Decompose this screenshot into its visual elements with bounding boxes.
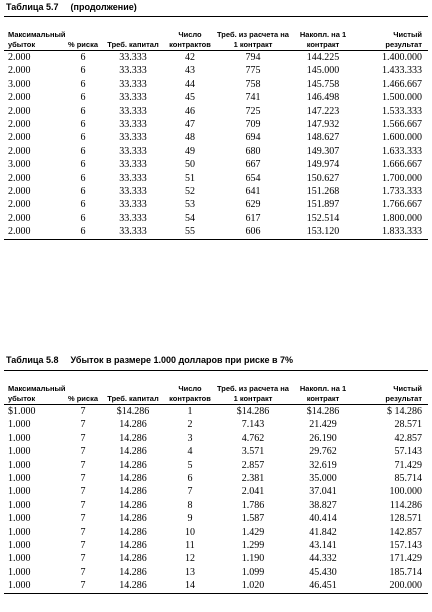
table-cell: 14.286 (119, 553, 147, 565)
table-cell: 6 (80, 212, 86, 224)
table2 (4, 370, 428, 594)
table-cell: 50 (185, 159, 195, 171)
table-cell: 6 (80, 145, 86, 157)
table2-header-cell: Накопл. на 1 контракт (299, 384, 347, 403)
table-row (4, 485, 428, 498)
table-cell: 7 (80, 446, 86, 458)
table-cell: 152.514 (306, 212, 340, 224)
table-cell: 694 (245, 132, 261, 144)
table-cell: 41.842 (309, 526, 337, 538)
table-cell: 33.333 (119, 226, 147, 238)
table-cell: 14.286 (119, 540, 147, 552)
table-cell: 42.857 (394, 432, 422, 444)
table2-header-cell: % риска (67, 394, 99, 403)
table-cell: 2 (187, 419, 193, 431)
table-cell: 6 (187, 473, 193, 485)
table-cell: 151.897 (306, 199, 340, 211)
table2-caption (6, 355, 293, 365)
table-cell: 14.286 (119, 580, 147, 592)
table-row (4, 158, 428, 171)
table-row (4, 64, 428, 77)
table-cell: 1.500.000 (382, 92, 422, 104)
table-cell: 741 (245, 92, 261, 104)
table-cell: 200.000 (389, 580, 422, 592)
table-cell: 43 (185, 65, 195, 77)
table-cell: 1.000 (8, 566, 31, 578)
table-row (4, 118, 428, 131)
table-cell: 3.571 (241, 446, 265, 458)
table-row (4, 512, 428, 525)
table-cell: 85.714 (394, 473, 422, 485)
table2-header-cell: Треб. из расчета на 1 контракт (217, 384, 289, 403)
table-cell: 6 (80, 119, 86, 131)
table-cell: 1.533.333 (382, 105, 422, 117)
table-cell: 7 (80, 419, 86, 431)
table1 (4, 16, 428, 240)
table-cell: 1.786 (241, 499, 265, 511)
table2-header-row (4, 371, 428, 405)
table-cell: 641 (245, 186, 261, 198)
table-cell: 2.000 (8, 92, 31, 104)
table-cell: 1.000 (8, 540, 31, 552)
table-cell: 1.000 (8, 419, 31, 431)
table-cell: 32.619 (309, 459, 337, 471)
table2-body (4, 405, 428, 594)
table-cell: 46 (185, 105, 195, 117)
table1-header-cell: Накопл. на 1 контракт (299, 30, 347, 49)
table-cell: 6 (80, 226, 86, 238)
table-cell: 2.000 (8, 199, 31, 211)
table-cell: 114.286 (389, 499, 422, 511)
table-row (4, 432, 428, 445)
table-cell: 48 (185, 132, 195, 144)
table-cell: 51 (185, 172, 195, 184)
table-cell: 8 (187, 499, 193, 511)
table-cell: 6 (80, 78, 86, 90)
table-cell: 1.466.667 (382, 78, 422, 90)
table2-header-cell: Максимальный убыток (8, 384, 66, 403)
table-cell: 14.286 (119, 419, 147, 431)
table-cell: 150.627 (306, 172, 340, 184)
table-cell: 680 (245, 145, 261, 157)
table-cell: 9 (187, 513, 193, 525)
table-cell: 153.120 (306, 226, 340, 238)
table-cell: $ 14.286 (387, 406, 422, 417)
table-cell: 794 (245, 52, 261, 63)
table-cell: 171.429 (389, 553, 422, 565)
table-cell: 2.000 (8, 52, 31, 63)
table1-header-row (4, 17, 428, 51)
table-cell: 149.307 (306, 145, 340, 157)
table-cell: 12 (185, 553, 195, 565)
table-row (4, 51, 428, 65)
table-cell: 667 (245, 159, 261, 171)
table-cell: 1.700.000 (382, 172, 422, 184)
table-row (4, 185, 428, 198)
table-cell: 654 (245, 172, 261, 184)
table-row (4, 212, 428, 225)
table-cell: 2.000 (8, 172, 31, 184)
table-cell: 2.000 (8, 226, 31, 238)
table-cell: 26.190 (309, 432, 337, 444)
table-cell: 33.333 (119, 199, 147, 211)
table-cell: 1.600.000 (382, 132, 422, 144)
table-cell: 758 (245, 78, 261, 90)
table-cell: 37.041 (309, 486, 337, 498)
table-cell: 45.430 (309, 566, 337, 578)
table-cell: 157.143 (389, 540, 422, 552)
table-cell: 14.286 (119, 566, 147, 578)
table-cell: 1.000 (8, 473, 31, 485)
table-cell: 1.566.667 (382, 119, 422, 131)
table-row (4, 472, 428, 485)
table-cell: 1.666.667 (382, 159, 422, 171)
table1-header-cell: Треб. из расчета на 1 контракт (217, 30, 289, 49)
table-cell: 14.286 (119, 432, 147, 444)
table-cell: 606 (245, 226, 261, 238)
table-row (4, 198, 428, 211)
table1-subcaption: (продолжение) (70, 2, 137, 12)
table-cell: 142.857 (389, 526, 422, 538)
table-cell: 725 (245, 105, 261, 117)
table-cell: 38.827 (309, 499, 337, 511)
table-cell: 14.286 (119, 513, 147, 525)
table-cell: 40.414 (309, 513, 337, 525)
table-cell: 6 (80, 105, 86, 117)
table-cell: 7 (80, 432, 86, 444)
table-cell: 149.974 (306, 159, 340, 171)
table-cell: 2.000 (8, 145, 31, 157)
table-cell: 6 (80, 52, 86, 63)
table-cell: 1.000 (8, 446, 31, 458)
table-cell: 33.333 (119, 92, 147, 104)
table-cell: 1.000 (8, 432, 31, 444)
table-cell: 1.190 (241, 553, 265, 565)
table-cell: 2.000 (8, 65, 31, 77)
table-cell: 7 (80, 513, 86, 525)
table-cell: 71.429 (394, 459, 422, 471)
table-cell: 1.000 (8, 513, 31, 525)
table-cell: 33.333 (119, 145, 147, 157)
table-cell: $14.286 (116, 406, 150, 417)
table-cell: 7 (80, 580, 86, 592)
table1-caption-number: Таблица 5.7 (6, 2, 59, 12)
table-row (4, 418, 428, 431)
table-row (4, 91, 428, 104)
table-cell: 6 (80, 132, 86, 144)
table-cell: 42 (185, 52, 195, 63)
table-cell: 2.000 (8, 212, 31, 224)
table-cell: 1.000 (8, 459, 31, 471)
table-cell: 7 (80, 406, 86, 417)
table-cell: 45 (185, 92, 195, 104)
table-row (4, 552, 428, 565)
table-cell: 1.099 (241, 566, 265, 578)
table-cell: 3.000 (8, 159, 31, 171)
table-cell: 185.714 (389, 566, 422, 578)
table-cell: 33.333 (119, 78, 147, 90)
table-row (4, 539, 428, 552)
table-cell: 55 (185, 226, 195, 238)
table-cell: 1.433.333 (382, 65, 422, 77)
table-row (4, 145, 428, 158)
table1-body (4, 51, 428, 240)
table-cell: 1.400.000 (382, 52, 422, 63)
table-cell: 1.299 (241, 540, 265, 552)
table-cell: 7 (187, 486, 193, 498)
table-cell: 2.000 (8, 119, 31, 131)
table-cell: 10 (185, 526, 195, 538)
table-cell: 7 (80, 553, 86, 565)
table-row (4, 459, 428, 472)
table-cell: 2.000 (8, 186, 31, 198)
table-row (4, 499, 428, 512)
table2-caption-number: Таблица 5.8 (6, 355, 59, 365)
table-cell: 1.587 (241, 513, 265, 525)
table-cell: 14.286 (119, 499, 147, 511)
table-cell: 7 (80, 566, 86, 578)
table-cell: 2.041 (241, 486, 265, 498)
table-cell: 148.627 (306, 132, 340, 144)
table-cell: 775 (245, 65, 261, 77)
table-cell: 2.000 (8, 132, 31, 144)
table-cell: 629 (245, 199, 261, 211)
table-cell: 1.000 (8, 580, 31, 592)
table-cell: 1.020 (241, 580, 265, 592)
table-cell: 151.268 (306, 186, 340, 198)
table-cell: 13 (185, 566, 195, 578)
table1-header-cell: % риска (67, 40, 99, 49)
table-cell: 1.429 (241, 526, 265, 538)
table-cell: 33.333 (119, 159, 147, 171)
table2-subcaption: Убыток в размере 1.000 долларов при риске в 7% (70, 355, 294, 365)
table-cell: 7 (80, 486, 86, 498)
table-cell: 47 (185, 119, 195, 131)
table-cell: 709 (245, 119, 261, 131)
table-cell: 5 (187, 459, 193, 471)
table2-header-cell: Чистый результат (385, 384, 422, 403)
table-cell: 145.758 (306, 78, 340, 90)
table-cell: 21.429 (309, 419, 337, 431)
table-cell: 33.333 (119, 105, 147, 117)
table-cell: 14.286 (119, 459, 147, 471)
table-cell: 6 (80, 159, 86, 171)
table-cell: 147.223 (306, 105, 340, 117)
table-cell: 6 (80, 186, 86, 198)
table-cell: 35.000 (309, 473, 337, 485)
table-cell: 7 (80, 540, 86, 552)
table-cell: 6 (80, 65, 86, 77)
table-row (4, 445, 428, 458)
table-cell: 14.286 (119, 446, 147, 458)
table-cell: 43.141 (309, 540, 337, 552)
table-cell: 44.332 (309, 553, 337, 565)
table-cell: 33.333 (119, 186, 147, 198)
table-cell: 52 (185, 186, 195, 198)
table-cell: 33.333 (119, 212, 147, 224)
table-cell: 1.000 (8, 486, 31, 498)
table-cell: 44 (185, 78, 195, 90)
table-cell: 146.498 (306, 92, 340, 104)
table1-header-cell: Максимальный убыток (8, 30, 66, 49)
table-cell: 3.000 (8, 78, 31, 90)
table-cell: 33.333 (119, 172, 147, 184)
table-cell: 14.286 (119, 486, 147, 498)
table-cell: 145.000 (306, 65, 340, 77)
table-cell: 6 (80, 172, 86, 184)
table-row (4, 526, 428, 539)
table-cell: 147.932 (306, 119, 340, 131)
table-row (4, 579, 428, 593)
table-cell: 7 (80, 526, 86, 538)
table-cell: 14.286 (119, 473, 147, 485)
table-cell: 2.000 (8, 105, 31, 117)
table-cell: 33.333 (119, 119, 147, 131)
table-cell: 6 (80, 199, 86, 211)
table-cell: 7.143 (241, 419, 265, 431)
table-cell: 57.143 (394, 446, 422, 458)
table-cell: 3 (187, 432, 193, 444)
table-cell: 7 (80, 499, 86, 511)
table-cell: 2.857 (241, 459, 265, 471)
table-cell: 2.381 (241, 473, 265, 485)
table-cell: 1.833.333 (382, 226, 422, 238)
table-cell: 128.571 (389, 513, 422, 525)
table-row (4, 105, 428, 118)
table-cell: 4 (187, 446, 193, 458)
table-row (4, 78, 428, 91)
table1-caption (6, 2, 137, 12)
table-cell: 46.451 (309, 580, 337, 592)
table-cell: 14.286 (119, 526, 147, 538)
table2-header-cell: Треб. капитал (107, 394, 159, 403)
table1-header-cell: Число контрактов (169, 30, 211, 49)
table-cell: 1.766.667 (382, 199, 422, 211)
table-cell: 7 (80, 473, 86, 485)
table-cell: 1.000 (8, 526, 31, 538)
table-cell: 33.333 (119, 52, 147, 63)
table-cell: $14.286 (306, 406, 340, 417)
table-cell: 14 (185, 580, 195, 592)
table-cell: 53 (185, 199, 195, 211)
table-cell: 617 (245, 212, 261, 224)
table-cell: $14.286 (236, 406, 270, 417)
table1-header-cell: Треб. капитал (107, 40, 159, 49)
table-cell: 1.000 (8, 499, 31, 511)
table-cell: 1 (187, 406, 193, 417)
table-cell: 1.800.000 (382, 212, 422, 224)
table-cell: 33.333 (119, 132, 147, 144)
table-row (4, 225, 428, 239)
table-cell: $1.000 (8, 406, 36, 417)
table-cell: 11 (185, 540, 195, 552)
table-row (4, 566, 428, 579)
table-cell: 4.762 (241, 432, 265, 444)
table-cell: 33.333 (119, 65, 147, 77)
table-cell: 54 (185, 212, 195, 224)
table-row (4, 405, 428, 419)
table-cell: 1.633.333 (382, 145, 422, 157)
table-cell: 29.762 (309, 446, 337, 458)
table-row (4, 172, 428, 185)
table-cell: 100.000 (389, 486, 422, 498)
table1-header-cell: Чистый результат (385, 30, 422, 49)
table-cell: 1.733.333 (382, 186, 422, 198)
table-cell: 28.571 (394, 419, 422, 431)
table-cell: 7 (80, 459, 86, 471)
table-cell: 144.225 (306, 52, 340, 63)
table-cell: 6 (80, 92, 86, 104)
table-row (4, 131, 428, 144)
table-cell: 1.000 (8, 553, 31, 565)
table2-header-cell: Число контрактов (169, 384, 211, 403)
table-cell: 49 (185, 145, 195, 157)
